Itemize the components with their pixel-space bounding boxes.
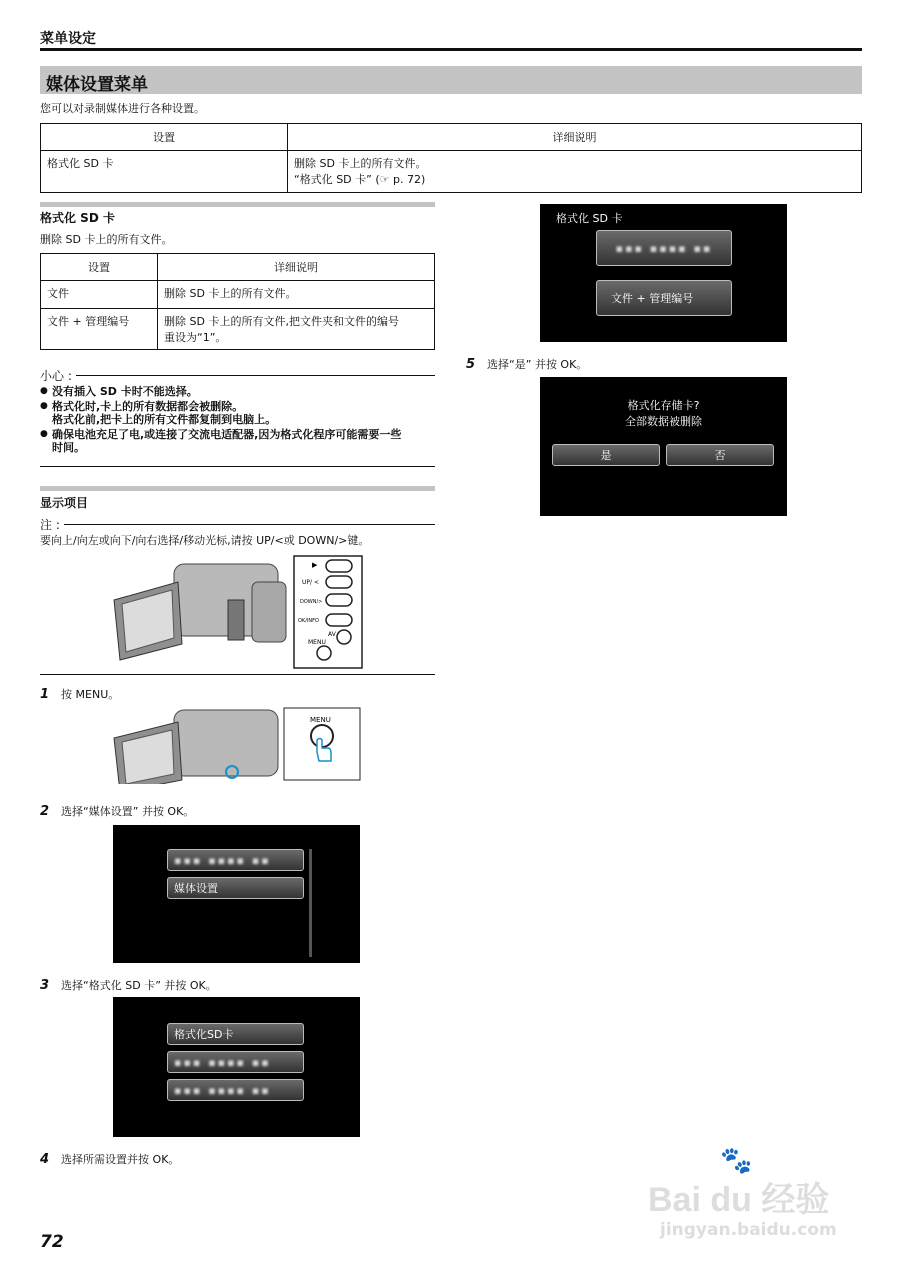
section-title: 媒体设置菜单 (46, 75, 148, 95)
option-blurred[interactable]: ▪▪▪ ▪▪▪▪ ▪▪ (596, 230, 732, 266)
menu-item-blurred[interactable]: ▪▪▪ ▪▪▪▪ ▪▪ (167, 1079, 304, 1101)
step-3: 3 选择“格式化 SD 卡” 并按 OK。 (40, 978, 217, 993)
menu-illustration (112, 704, 364, 784)
caution-item (40, 400, 435, 426)
page-header-title: 菜单设定 (40, 31, 96, 47)
play-icon: ▶ (312, 561, 318, 569)
yes-button[interactable]: 是 (552, 444, 660, 466)
caution-rule (40, 466, 435, 467)
setting-cell: 格式化 SD 卡 (41, 151, 288, 193)
menu-item-blurred[interactable]: ▪▪▪ ▪▪▪▪ ▪▪ (167, 849, 304, 871)
media-settings-table (40, 123, 862, 193)
setting-cell: 文件 (41, 281, 158, 309)
section-title-bar (40, 66, 862, 94)
note-text: 要向上/向左或向下/向右选择/移动光标,请按 UP/<或 DOWN/>键。 (40, 534, 370, 547)
camera-illustration (112, 552, 364, 672)
note-header (40, 516, 435, 533)
menu-item-blurred[interactable]: ▪▪▪ ▪▪▪▪ ▪▪ (167, 1051, 304, 1073)
format-intro: 删除 SD 卡上的所有文件。 (40, 233, 173, 246)
detail-cell (158, 309, 435, 350)
scrollbar[interactable] (309, 849, 312, 957)
caution-header (40, 367, 435, 384)
paw-icon: 🐾 (720, 1146, 753, 1176)
detail-cell (288, 151, 862, 193)
detail-line: 删除 SD 卡上的所有文件,把文件夹和文件的编号 (164, 315, 399, 328)
caution-text: 确保电池充足了电,或连接了交流电适配器,因为格式化程序可能需要一些 时间。 (52, 428, 402, 454)
header-rule (40, 48, 862, 51)
format-table (40, 253, 435, 350)
confirm-line: 全部数据被删除 (625, 415, 702, 428)
section-intro: 您可以对录制媒体进行各种设置。 (40, 102, 205, 115)
menu-item-format-sd[interactable]: 格式化SD卡 (167, 1023, 304, 1045)
btn-label: MENU (308, 639, 326, 646)
menu-label: MENU (310, 716, 331, 724)
detail-cell: 删除 SD 卡上的所有文件。 (158, 281, 435, 309)
menu-item-media-settings[interactable]: 媒体设置 (167, 877, 304, 899)
confirm-message (540, 397, 787, 429)
note-label: 注 : (40, 518, 60, 532)
caution-item: ● 没有插入 SD 卡时不能选择。 (40, 385, 435, 398)
screen-step5 (540, 377, 787, 516)
subsection-bar (40, 486, 435, 491)
option-file-mgmt-number[interactable]: 文件 + 管理编号 (596, 280, 732, 316)
screen-title: 格式化 SD 卡 (556, 212, 623, 225)
step-5: 5 选择“是” 并按 OK。 (466, 357, 588, 372)
screen-step2 (113, 825, 360, 963)
caution-item (40, 428, 435, 454)
btn-label: UP/ < (302, 579, 319, 586)
caution-label: 小心 : (40, 369, 72, 383)
detail-line: 重设为“1”。 (164, 331, 227, 344)
step-1: 1 按 MENU。 (40, 687, 120, 702)
step-2: 2 选择“媒体设置” 并按 OK。 (40, 804, 195, 819)
btn-label: OK/INFO (298, 618, 319, 624)
table-row (41, 151, 862, 193)
camcorder-icon (114, 564, 286, 660)
detail-line: 删除 SD 卡上的所有文件。 (294, 157, 427, 170)
display-rule (40, 674, 435, 675)
btn-label: DOWN/> (300, 599, 323, 605)
step-4: 4 选择所需设置并按 OK。 (40, 1152, 180, 1167)
watermark-brand: Bai du 经验 (648, 1181, 830, 1219)
detail-link[interactable]: “格式化 SD 卡” (☞ p. 72) (294, 173, 426, 186)
display-title: 显示项目 (40, 496, 89, 510)
table-row (41, 309, 435, 350)
confirm-line: 格式化存储卡? (627, 399, 700, 412)
btn-label: AV (328, 631, 336, 638)
caution-list (40, 385, 435, 456)
table-header-setting: 设置 (41, 254, 158, 281)
table-header-detail: 详细说明 (158, 254, 435, 281)
watermark-url: jingyan.baidu.com (660, 1220, 837, 1240)
table-header-detail: 详细说明 (288, 124, 862, 151)
subsection-bar (40, 202, 435, 207)
setting-cell: 文件 + 管理编号 (41, 309, 158, 350)
caution-text: 格式化时,卡上的所有数据都会被删除。 格式化前,把卡上的所有文件都复制到电脑上。 (52, 400, 277, 426)
table-row (41, 281, 435, 309)
screen-step4 (540, 204, 787, 342)
page-number: 72 (40, 1232, 64, 1252)
screen-step3 (113, 997, 360, 1137)
table-header-setting: 设置 (41, 124, 288, 151)
camcorder-icon (114, 710, 278, 784)
no-button[interactable]: 否 (666, 444, 774, 466)
format-title: 格式化 SD 卡 (40, 211, 115, 225)
